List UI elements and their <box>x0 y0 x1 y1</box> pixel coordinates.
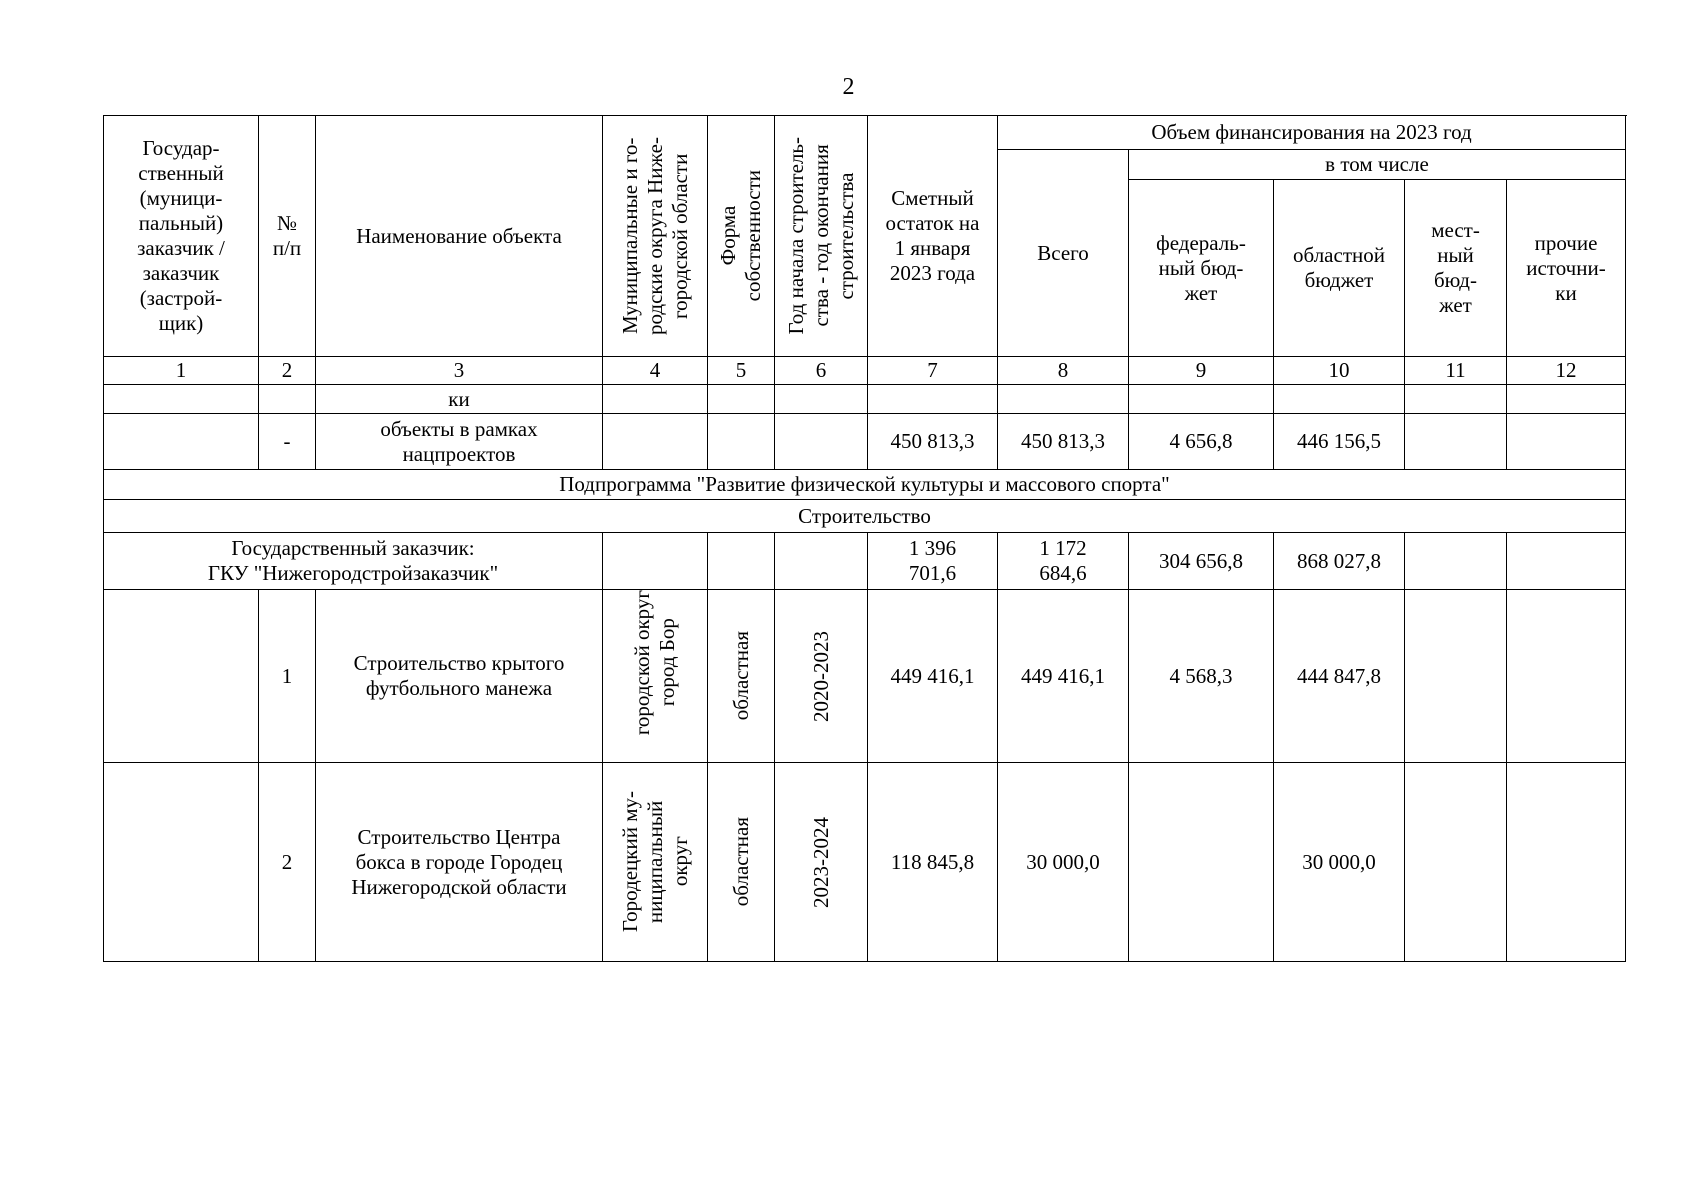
object-name: объекты в рамках нацпроектов <box>316 414 603 470</box>
column-number: 11 <box>1405 357 1507 385</box>
header-customer: Государ- ственный (муници- пальный) заказчик / заказчик (застрой- щик) <box>104 116 259 357</box>
column-number: 12 <box>1507 357 1626 385</box>
column-number: 4 <box>603 357 708 385</box>
federal-value: 4 656,8 <box>1129 414 1274 470</box>
object-row-1 <box>104 590 1626 763</box>
federal-value: 304 656,8 <box>1129 533 1274 590</box>
column-numbers-row <box>104 357 1626 385</box>
regional-value: 444 847,8 <box>1274 590 1405 763</box>
column-number: 5 <box>708 357 775 385</box>
regional-value: 868 027,8 <box>1274 533 1405 590</box>
years-value: 2023-2024 <box>775 763 868 962</box>
header-including: в том числе <box>1129 150 1626 180</box>
subprogram-title: Подпрограмма "Развитие физической культуры и массового спорта" <box>104 470 1626 500</box>
header-federal: федераль- ный бюд- жет <box>1129 180 1274 357</box>
column-number: 3 <box>316 357 603 385</box>
regional-value: 446 156,5 <box>1274 414 1405 470</box>
column-number: 2 <box>259 357 316 385</box>
ownership-value: областная <box>708 763 775 962</box>
total-value: 1 172 684,6 <box>998 533 1129 590</box>
object-name: Строительство крытого футбольного манежа <box>316 590 603 763</box>
header-number: № п/п <box>259 116 316 357</box>
object-name: Строительство Центра бокса в городе Городец Нижегородской области <box>316 763 603 962</box>
column-number: 7 <box>868 357 998 385</box>
balance-value: 450 813,3 <box>868 414 998 470</box>
header-municipality: Муниципальные и го- родские округа Ниже- городской области <box>603 116 708 357</box>
regional-value: 30 000,0 <box>1274 763 1405 962</box>
balance-value: 449 416,1 <box>868 590 998 763</box>
header-ownership: Форма собственности <box>708 116 775 357</box>
column-number: 1 <box>104 357 259 385</box>
header-regional: областной бюджет <box>1274 180 1405 357</box>
federal-value <box>1129 763 1274 962</box>
total-value: 30 000,0 <box>998 763 1129 962</box>
header-financing: Объем финансирования на 2023 год <box>998 116 1626 150</box>
section-title: Строительство <box>104 500 1626 533</box>
federal-value: 4 568,3 <box>1129 590 1274 763</box>
row-number: 2 <box>259 763 316 962</box>
header-balance: Сметный остаток на 1 января 2023 года <box>868 116 998 357</box>
financing-table <box>103 115 1626 962</box>
page-number: 2 <box>842 74 855 100</box>
years-value: 2020-2023 <box>775 590 868 763</box>
customer-label: Государственный заказчик: ГКУ "Нижегородстройзаказчик" <box>104 533 603 590</box>
column-number: 6 <box>775 357 868 385</box>
object-row-2 <box>104 763 1626 962</box>
total-value: 450 813,3 <box>998 414 1129 470</box>
row-number: - <box>259 414 316 470</box>
balance-value: 118 845,8 <box>868 763 998 962</box>
column-number: 8 <box>998 357 1129 385</box>
header-other: прочие источни- ки <box>1507 180 1626 357</box>
header-local: мест- ный бюд- жет <box>1405 180 1507 357</box>
natsproekty-row <box>104 414 1626 470</box>
municipality-value: городской округ город Бор <box>603 590 708 763</box>
row-number: 1 <box>259 590 316 763</box>
header-years: Год начала строитель- ства - год окончания строительства <box>775 116 868 357</box>
column-number: 10 <box>1274 357 1405 385</box>
header-object-name: Наименование объекта <box>316 116 603 357</box>
total-value: 449 416,1 <box>998 590 1129 763</box>
ownership-value: областная <box>708 590 775 763</box>
column-number: 9 <box>1129 357 1274 385</box>
municipality-value: Городецкий му- ниципальный округ <box>603 763 708 962</box>
customer-row <box>104 533 1626 590</box>
header-total: Всего <box>998 150 1129 357</box>
continuation-text: ки <box>316 385 603 414</box>
continuation-row <box>104 385 1626 414</box>
balance-value: 1 396 701,6 <box>868 533 998 590</box>
